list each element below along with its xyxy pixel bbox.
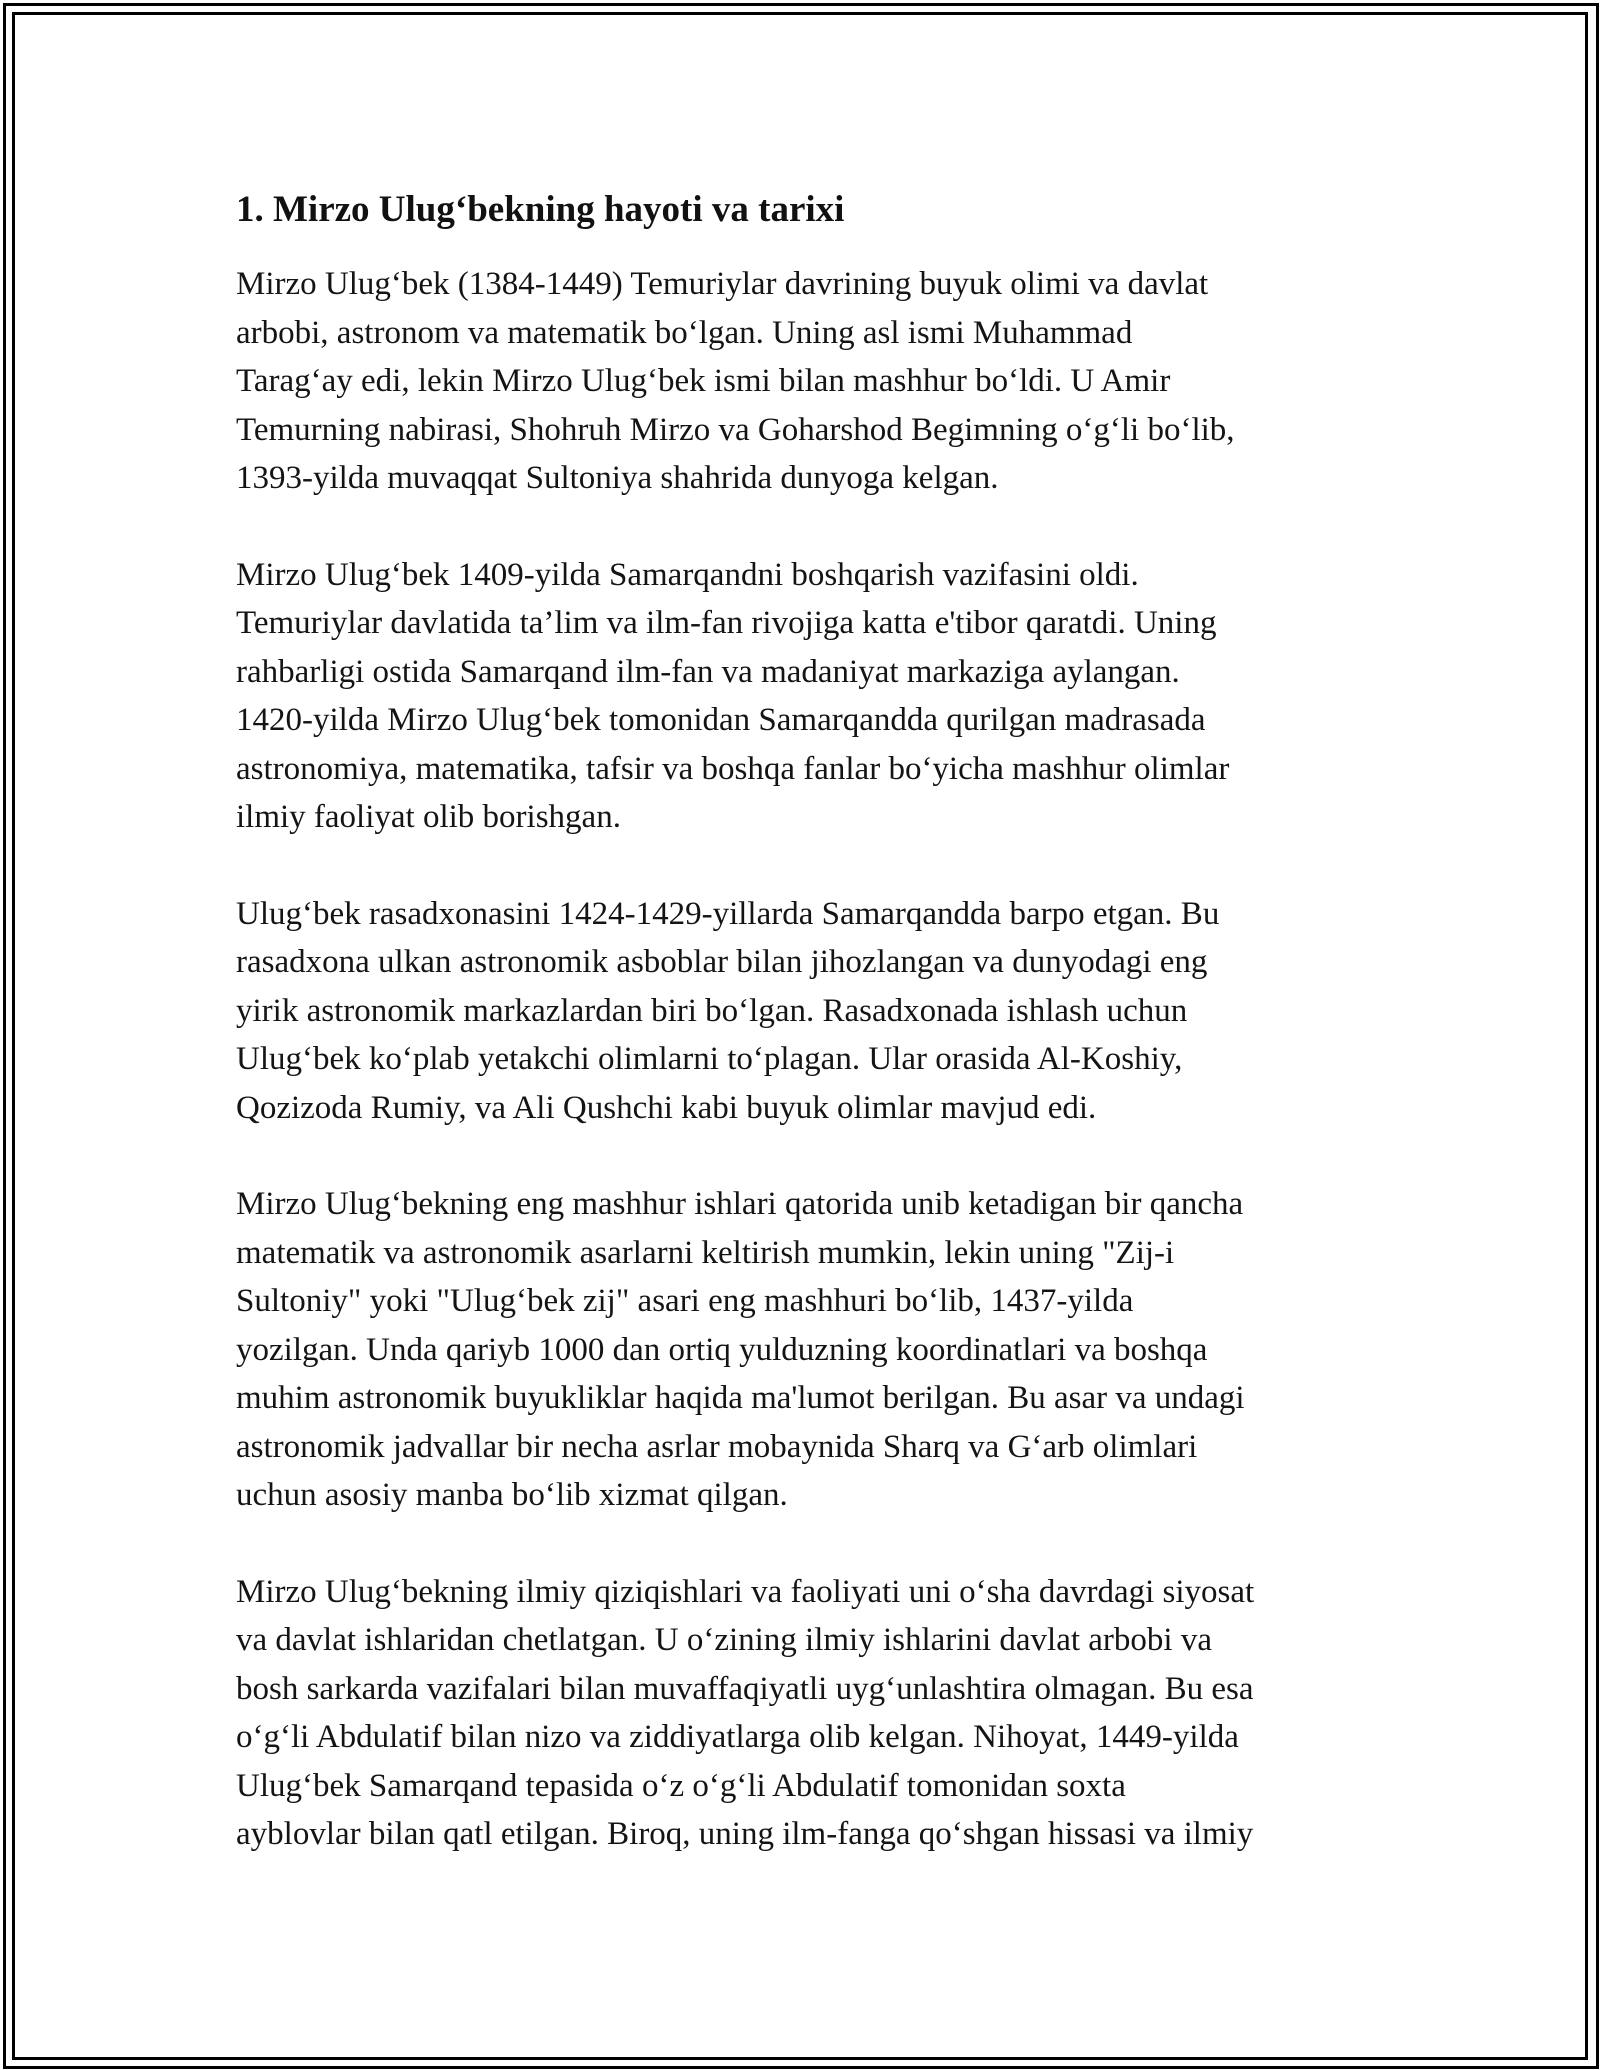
text-line: 1393-yilda muvaqqat Sultoniya shahrida dunyoga kelgan. xyxy=(236,460,999,496)
text-line: o‘g‘li Abdulatif bilan nizo va ziddiyatlarga olib kelgan. Nihoyat, 1449-yilda xyxy=(236,1719,1239,1755)
text-line: yozilgan. Unda qariyb 1000 dan ortiq yulduzning koordinatlari va boshqa xyxy=(236,1331,1208,1368)
text-line: Temurning nabirasi, Shohruh Mirzo va Goharshod Begimning o‘g‘li bo‘lib, xyxy=(236,411,1235,448)
text-line: uchun asosiy manba bo‘lib xizmat qilgan. xyxy=(236,1477,788,1513)
text-line: Mirzo Ulug‘bek (1384-1449) Temuriylar davrining buyuk olimi va davlat xyxy=(236,266,1209,302)
paragraph-4 xyxy=(236,1180,1396,1520)
text-line: matematik va astronomik asarlarni keltirish mumkin, lekin uning "Zij-i xyxy=(236,1234,1175,1271)
paragraph-1 xyxy=(236,260,1396,503)
text-line: Tarag‘ay edi, lekin Mirzo Ulug‘bek ismi bilan mashhur bo‘ldi. U Amir xyxy=(236,363,1171,399)
text-line: rasadxona ulkan astronomik asboblar bilan jihozlangan va dunyodagi eng xyxy=(236,944,1208,980)
text-line: Mirzo Ulug‘bek 1409-yilda Samarqandni boshqarish vazifasini oldi. xyxy=(236,556,1139,593)
paragraph-3 xyxy=(236,890,1396,1133)
text-line: astronomiya, matematika, tafsir va boshqa fanlar bo‘yicha mashhur olimlar xyxy=(236,750,1230,787)
text-line: Mirzo Ulug‘bekning eng mashhur ishlari qatorida unib ketadigan bir qancha xyxy=(236,1186,1244,1222)
text-line: 1420-yilda Mirzo Ulug‘bek tomonidan Samarqandda qurilgan madrasada xyxy=(236,702,1206,738)
text-line: rahbarligi ostida Samarqand ilm-fan va madaniyat markaziga aylangan. xyxy=(236,653,1180,690)
paragraph-5 xyxy=(236,1568,1396,1859)
text-line: Ulug‘bek Samarqand tepasida o‘z o‘g‘li Abdulatif tomonidan soxta xyxy=(236,1767,1126,1804)
text-line: va davlat ishlaridan chetlatgan. U o‘zining ilmiy ishlarini davlat arbobi va xyxy=(236,1622,1212,1658)
text-line: arbobi, astronom va matematik bo‘lgan. Uning asl ismi Muhammad xyxy=(236,314,1133,351)
text-line: Mirzo Ulug‘bekning ilmiy qiziqishlari va faoliyati uni o‘sha davrdagi siyosat xyxy=(236,1573,1255,1610)
text-line: astronomik jadvallar bir necha asrlar mobaynida Sharq va G‘arb olimlari xyxy=(236,1428,1198,1465)
text-line: Qozizoda Rumiy, va Ali Qushchi kabi buyuk olimlar mavjud edi. xyxy=(236,1089,1097,1126)
text-line: yirik astronomik markazlardan biri bo‘lgan. Rasadxonada ishlash uchun xyxy=(236,992,1188,1029)
text-line: ilmiy faoliyat olib borishgan. xyxy=(236,799,621,835)
text-line: muhim astronomik buyukliklar haqida ma'lumot berilgan. Bu asar va undagi xyxy=(236,1380,1245,1416)
text-line: ayblovlar bilan qatl etilgan. Biroq, uning ilm-fanga qo‘shgan hissasi va ilmiy xyxy=(236,1816,1254,1852)
text-line: Ulug‘bek rasadxonasini 1424-1429-yillarda Samarqandda barpo etgan. Bu xyxy=(236,895,1220,932)
text-line: bosh sarkarda vazifalari bilan muvaffaqiyatli uyg‘unlashtira olmagan. Bu esa xyxy=(236,1670,1254,1707)
text-line: Temuriylar davlatida ta’lim va ilm-fan rivojiga katta e'tibor qaratdi. Uning xyxy=(236,605,1217,641)
document-body xyxy=(236,186,1396,1907)
text-line: Sultoniy" yoki "Ulug‘bek zij" asari eng mashhuri bo‘lib, 1437-yilda xyxy=(236,1283,1134,1319)
paragraph-2 xyxy=(236,551,1396,842)
text-line: Ulug‘bek ko‘plab yetakchi olimlarni to‘plagan. Ular orasida Al-Koshiy, xyxy=(236,1041,1183,1077)
section-heading: 1. Mirzo Ulug‘bekning hayoti va tarixi xyxy=(236,189,845,230)
